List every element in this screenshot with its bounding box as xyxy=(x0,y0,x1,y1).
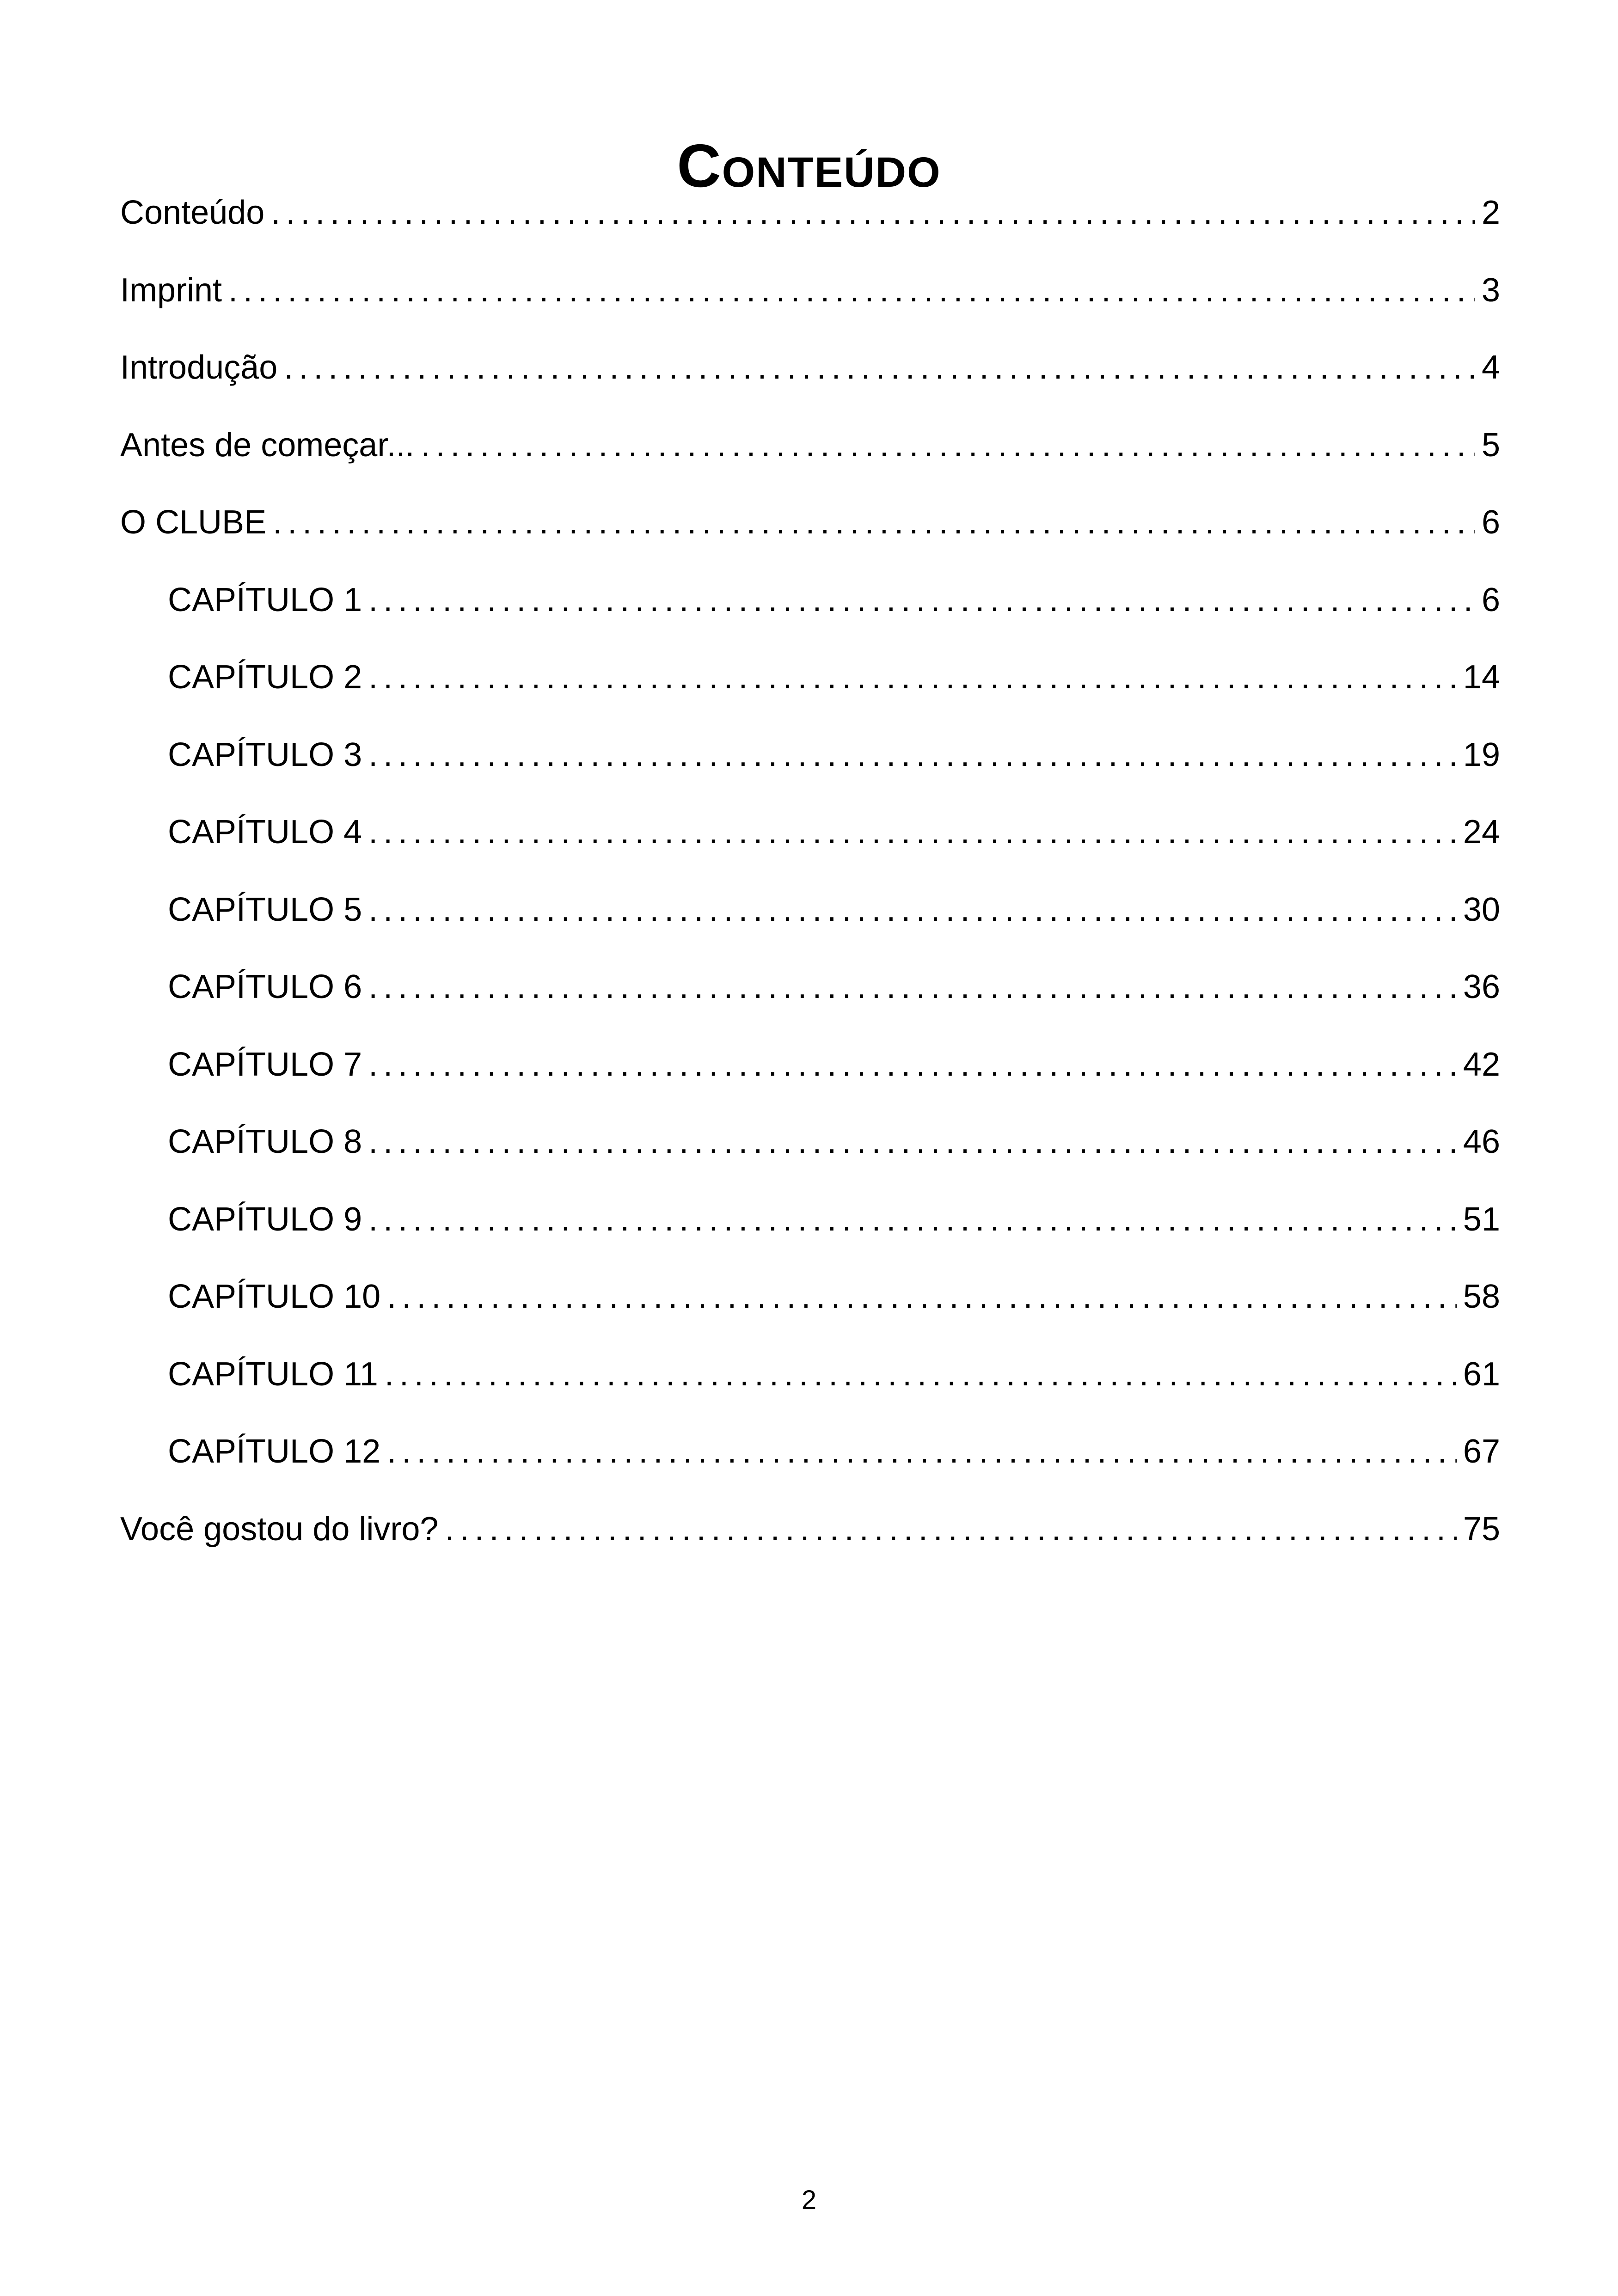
toc-entry-capitulo-9[interactable] xyxy=(120,1192,1500,1269)
toc-entry-page: 30 xyxy=(1463,891,1500,928)
toc-dot-leader xyxy=(368,727,1457,783)
toc-entry-page: 4 xyxy=(1481,349,1500,386)
toc-dot-leader xyxy=(368,804,1457,860)
toc-entry-page: 24 xyxy=(1463,814,1500,851)
page-title: Conteúdo xyxy=(677,132,941,200)
toc-entry-label: CAPÍTULO 5 xyxy=(168,891,362,928)
toc-entry-imprint[interactable] xyxy=(120,263,1500,340)
toc-entry-label: CAPÍTULO 12 xyxy=(168,1433,381,1470)
toc-entry-label: Você gostou do livro? xyxy=(120,1510,439,1548)
toc-entry-capitulo-7[interactable] xyxy=(120,1037,1500,1114)
toc-entry-capitulo-12[interactable] xyxy=(120,1424,1500,1501)
toc-entry-label: CAPÍTULO 7 xyxy=(168,1046,362,1083)
toc-entry-page: 2 xyxy=(1481,194,1500,231)
toc-entry-antes-de-comecar[interactable] xyxy=(120,417,1500,495)
toc-dot-leader xyxy=(445,1501,1456,1557)
toc-entry-page: 5 xyxy=(1481,426,1500,464)
toc-dot-leader xyxy=(368,1114,1457,1169)
toc-entry-page: 67 xyxy=(1463,1433,1500,1470)
toc-entry-label: CAPÍTULO 8 xyxy=(168,1123,362,1160)
toc-entry-page: 6 xyxy=(1481,581,1500,618)
toc-entry-conteudo[interactable] xyxy=(120,185,1500,263)
toc-entry-page: 6 xyxy=(1481,504,1500,541)
toc-entry-label: CAPÍTULO 2 xyxy=(168,659,362,696)
toc-entry-introducao[interactable] xyxy=(120,340,1500,417)
toc-entry-page: 14 xyxy=(1463,659,1500,696)
toc-entry-label: Introdução xyxy=(120,349,278,386)
toc-dot-leader xyxy=(284,340,1475,395)
toc-entry-label: Antes de começar... xyxy=(120,426,415,464)
toc-entry-page: 51 xyxy=(1463,1200,1500,1238)
toc-entry-capitulo-10[interactable] xyxy=(120,1269,1500,1347)
toc-dot-leader xyxy=(271,185,1475,240)
toc-entry-capitulo-4[interactable] xyxy=(120,804,1500,882)
toc-entry-capitulo-1[interactable] xyxy=(120,572,1500,650)
toc-dot-leader xyxy=(228,263,1475,318)
toc-entry-capitulo-2[interactable] xyxy=(120,649,1500,727)
toc-entry-label: CAPÍTULO 9 xyxy=(168,1200,362,1238)
page-number: 2 xyxy=(801,2185,817,2215)
toc-entry-page: 75 xyxy=(1463,1510,1500,1548)
toc-dot-leader xyxy=(368,572,1475,628)
toc-entry-page: 42 xyxy=(1463,1046,1500,1083)
toc-entry-o-clube[interactable] xyxy=(120,495,1500,572)
toc-entry-page: 58 xyxy=(1463,1278,1500,1315)
toc-entry-page: 46 xyxy=(1463,1123,1500,1160)
toc-entry-page: 61 xyxy=(1463,1355,1500,1393)
toc-dot-leader xyxy=(368,1037,1457,1092)
toc-entry-label: O CLUBE xyxy=(120,504,267,541)
toc-entry-label: CAPÍTULO 11 xyxy=(168,1355,378,1393)
toc-entry-capitulo-8[interactable] xyxy=(120,1114,1500,1192)
toc-entry-label: CAPÍTULO 3 xyxy=(168,736,362,773)
toc-entry-capitulo-3[interactable] xyxy=(120,727,1500,805)
toc-dot-leader xyxy=(273,495,1475,550)
toc-dot-leader xyxy=(368,882,1457,937)
toc-entry-label: Imprint xyxy=(120,271,222,309)
toc-entry-voce-gostou-do-livro[interactable] xyxy=(120,1501,1500,1579)
toc-dot-leader xyxy=(368,959,1457,1015)
table-of-contents xyxy=(120,185,1500,1579)
toc-dot-leader xyxy=(421,417,1475,473)
toc-dot-leader xyxy=(387,1424,1457,1479)
toc-entry-label: CAPÍTULO 10 xyxy=(168,1278,381,1315)
toc-dot-leader xyxy=(385,1347,1457,1402)
toc-dot-leader xyxy=(368,1192,1457,1247)
toc-entry-label: Conteúdo xyxy=(120,194,265,231)
toc-entry-capitulo-11[interactable] xyxy=(120,1347,1500,1424)
toc-entry-capitulo-5[interactable] xyxy=(120,882,1500,960)
toc-dot-leader xyxy=(368,649,1457,705)
toc-entry-capitulo-6[interactable] xyxy=(120,959,1500,1037)
toc-entry-page: 19 xyxy=(1463,736,1500,773)
toc-entry-label: CAPÍTULO 4 xyxy=(168,814,362,851)
toc-entry-page: 3 xyxy=(1481,271,1500,309)
toc-dot-leader xyxy=(387,1269,1457,1324)
toc-entry-page: 36 xyxy=(1463,968,1500,1005)
toc-entry-label: CAPÍTULO 6 xyxy=(168,968,362,1005)
toc-entry-label: CAPÍTULO 1 xyxy=(168,581,362,618)
